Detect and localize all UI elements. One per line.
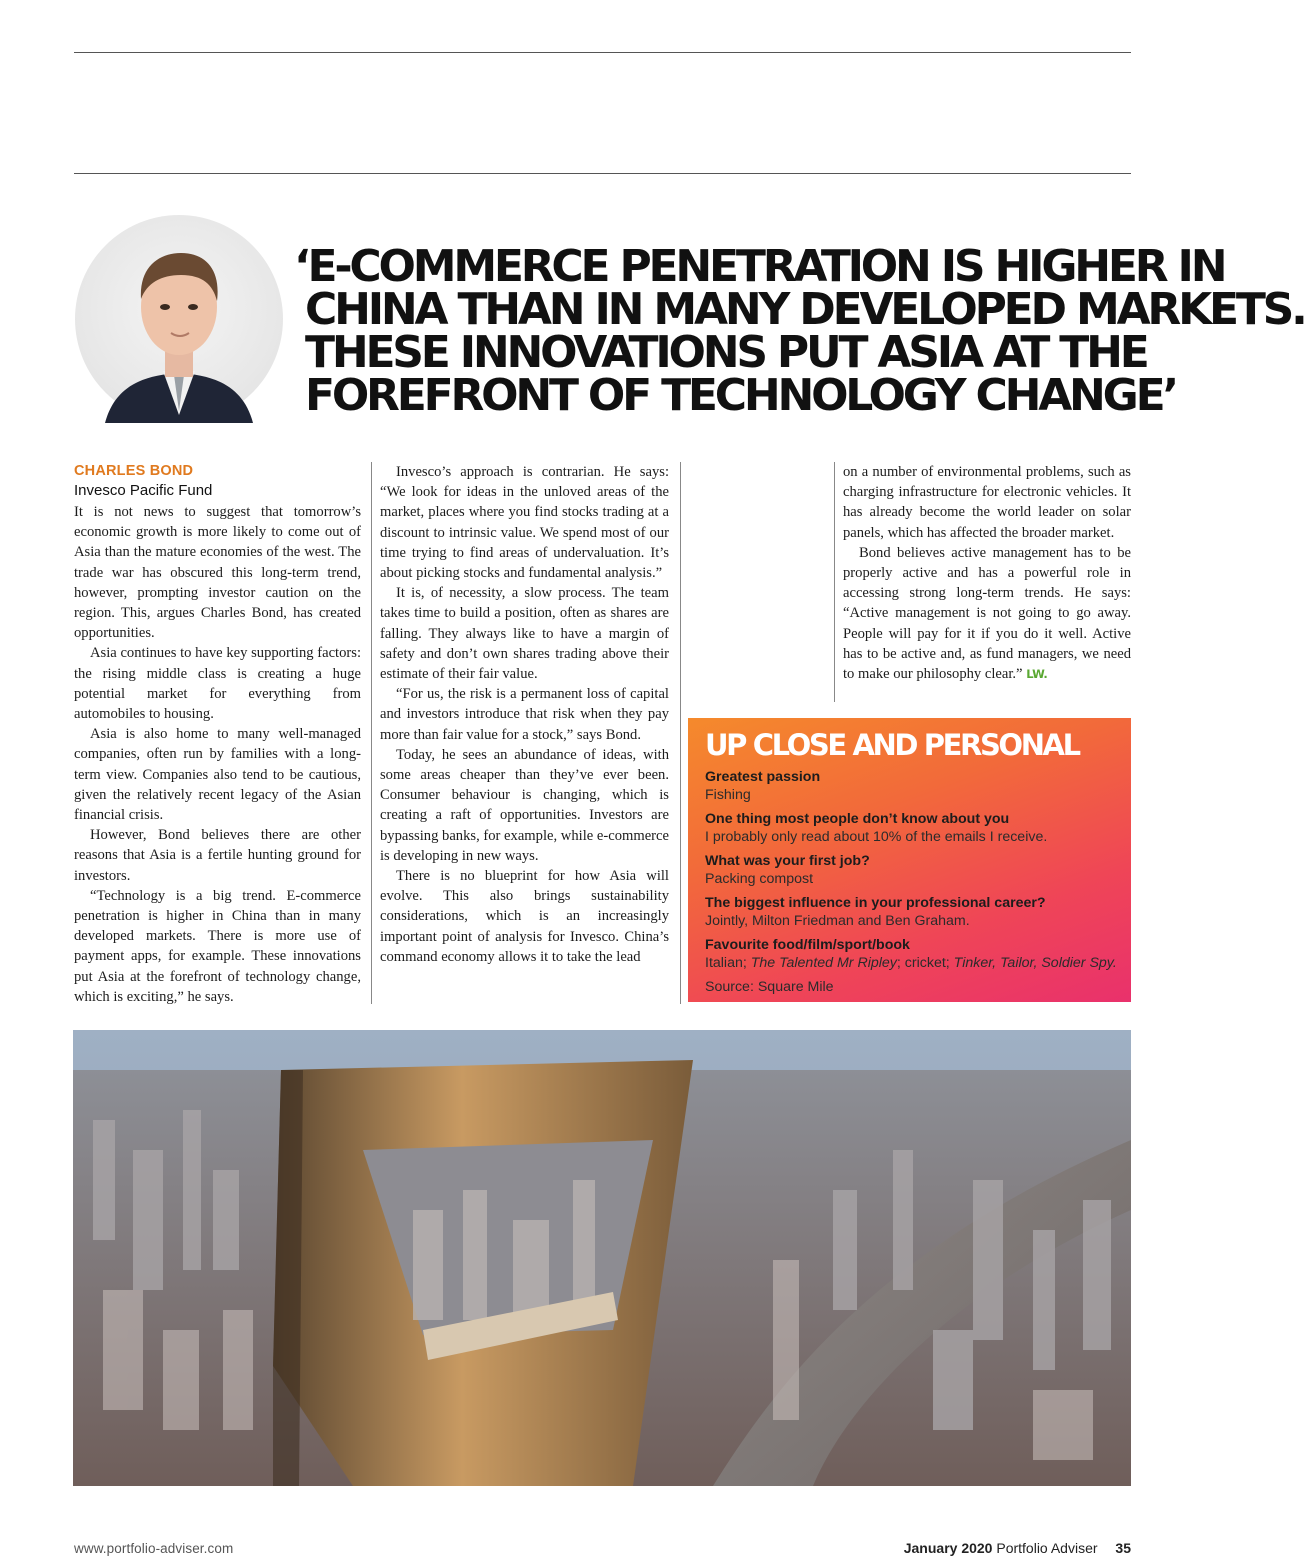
qa-answer: I probably only read about 10% of the emails I receive.	[705, 829, 1048, 845]
article-column-1	[74, 462, 361, 1007]
fav-food: Italian;	[705, 955, 751, 971]
paragraph: “Technology is a big trend. E-commerce penetration is higher in China than in many developed markets. There is more use of payment apps, for example. These innovations put Asia at the forefront of technology change, which is exciting,” he says.	[74, 887, 361, 1005]
qa-answer: Jointly, Milton Friedman and Ben Graham.	[705, 913, 970, 929]
up-close-personal-box	[688, 718, 1131, 1002]
article-column-3	[843, 462, 1131, 684]
header-rule	[74, 173, 1131, 174]
pull-quote-line: ‘E-COMMERCE PENETRATION IS HIGHER IN	[294, 241, 1225, 292]
top-rule	[74, 52, 1131, 53]
portrait-illustration	[75, 215, 283, 423]
publication-name: Portfolio Adviser	[996, 1540, 1098, 1556]
paragraph: However, Bond believes there are other reasons that Asia is a fertile hunting ground for investors.	[74, 827, 361, 884]
pull-quote-line: FOREFRONT OF TECHNOLOGY CHANGE’	[305, 370, 1176, 421]
paragraph: Today, he sees an abundance of ideas, with some areas cheaper than they’ve ever been. Consumer behaviour is changing, which is creating a raft of opportunities. Investors are bypassing banks, for example, while e-commerce is developing in new ways.	[380, 746, 669, 864]
paragraph-text: Bond believes active management has to be properly active and has a powerful role in accessing strong long-term trends. He says: “Active management is not going to go away. People will pay for it if you do it well. Active has to be active and, as fund managers, we need to make our philosophy clear.”	[843, 544, 1131, 683]
qa-answer-favourites	[705, 954, 1115, 973]
author-signoff: LW.	[1026, 667, 1048, 682]
fav-book: Tinker, Tailor, Soldier Spy.	[953, 955, 1117, 971]
qa-question: Favourite food/film/sport/book	[705, 937, 910, 953]
paragraph: “For us, the risk is a permanent loss of capital and investors introduce that risk when they pay more than fair value for a stock,” says Bond.	[380, 686, 669, 743]
box-title: UP CLOSE AND PERSONAL	[705, 728, 1079, 762]
footer-url: www.portfolio-adviser.com	[74, 1541, 234, 1556]
paragraph: Asia is also home to many well-managed companies, often run by families with a long-term view. Companies also tend to be cautious, given the relatively recent legacy of the Asian financial crisis.	[74, 726, 361, 824]
column-divider	[680, 462, 681, 1004]
issue-date: January 2020	[903, 1540, 993, 1556]
article-column-2	[380, 462, 669, 967]
column-divider	[834, 462, 835, 702]
column-divider	[371, 462, 372, 1004]
qa-answer: Fishing	[705, 787, 751, 803]
qa-question: What was your first job?	[705, 853, 870, 869]
pull-quote	[294, 241, 1305, 421]
paragraph: Invesco’s approach is contrarian. He says: “We look for ideas in the unloved areas of the market, places where you find stocks trading at a discount to intrinsic value. We spend most of our time trying to find areas of undervaluation. It’s about picking stocks and fundamental analysis.”	[380, 464, 669, 582]
qa-answer: Packing compost	[705, 871, 814, 887]
paragraph: It is not news to suggest that tomorrow’s economic growth is more likely to come out of Asia than the mature economies of the west. The trade war has obscured this long-term trend, however, prompting investor caution on the region. This, argues Charles Bond, has created opportunities.	[74, 504, 361, 642]
pull-quote-line: CHINA THAN IN MANY DEVELOPED MARKETS.	[305, 284, 1305, 335]
paragraph: It is, of necessity, a slow process. The team takes time to build a position, often as shares are falling. They always like to have a margin of safety and don’t own shares trading above their estimate of their fair value.	[380, 585, 669, 683]
qa-question: The biggest influence in your professional career?	[705, 895, 1046, 911]
page-number: 35	[1115, 1540, 1131, 1556]
pull-quote-line: THESE INNOVATIONS PUT ASIA AT THE	[305, 327, 1147, 378]
skyline-illustration	[73, 1030, 1131, 1486]
paragraph: on a number of environmental problems, such as charging infrastructure for electronic vehicles. It has already become the world leader on solar panels, which has affected the broader market.	[843, 464, 1131, 541]
paragraph	[843, 543, 1131, 684]
qa-question: Greatest passion	[705, 769, 821, 785]
author-portrait	[75, 215, 283, 423]
paragraph: Asia continues to have key supporting factors: the rising middle class is creating a huge potential market for everything from automobiles to housing.	[74, 645, 361, 723]
shanghai-skyline-photo	[73, 1030, 1131, 1486]
footer-folio	[904, 1540, 1131, 1556]
fund-name: Invesco Pacific Fund	[74, 482, 213, 499]
qa-question: One thing most people don’t know about you	[705, 811, 1010, 827]
paragraph: There is no blueprint for how Asia will evolve. This also brings sustainability considerations, which is an increasingly important point of analysis for Invesco. China’s command economy allows it to take the lead	[380, 868, 669, 965]
box-source: Source: Square Mile	[705, 979, 834, 995]
fav-film: The Talented Mr Ripley	[750, 955, 897, 971]
fav-sport: ; cricket;	[896, 955, 954, 971]
author-name: CHARLES BOND	[74, 463, 194, 479]
